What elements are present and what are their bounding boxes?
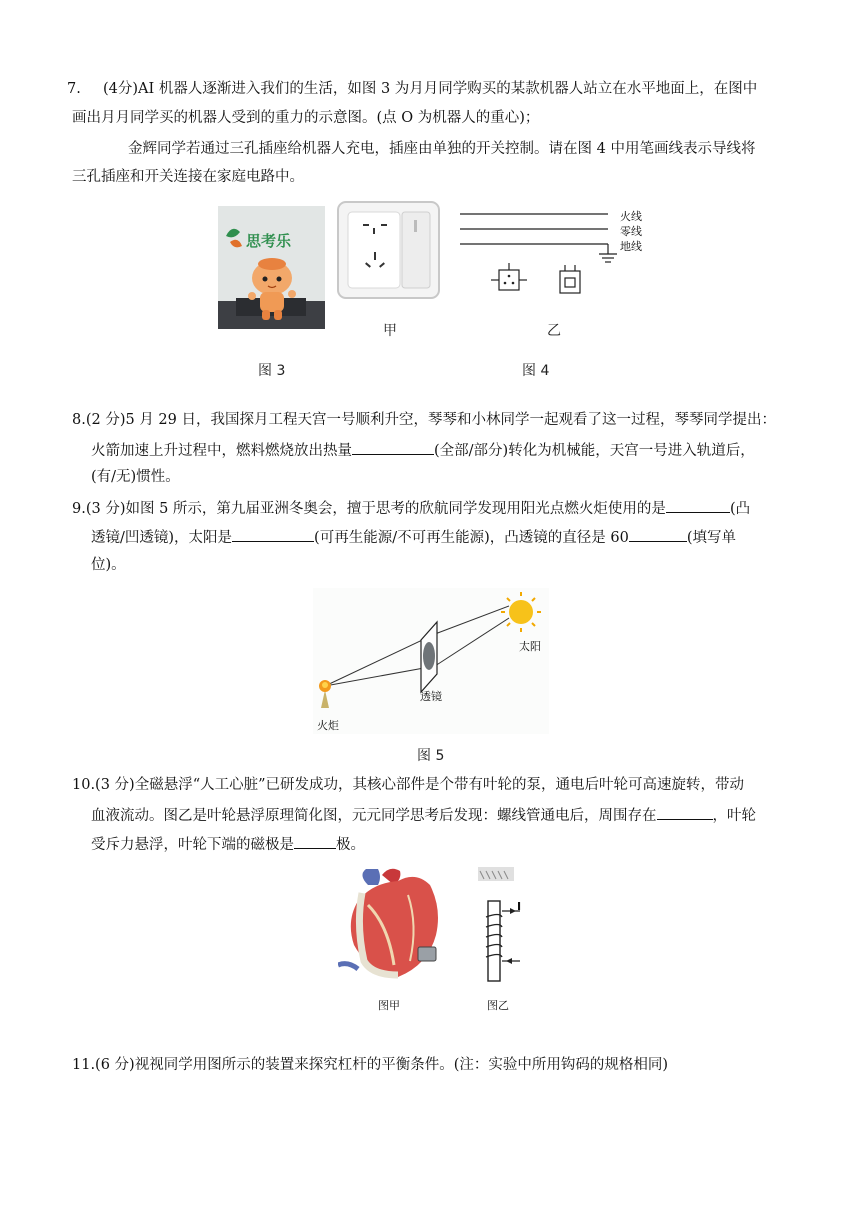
torch-label: 火炬: [317, 719, 339, 732]
q9-text-line1: 9.(3 分)如图 5 所示，第九届亚洲冬奥会，擅于思考的欣航同学发现用阳光点燃火炬使用的是 (凸: [72, 497, 750, 519]
figure4-caption: 图 4: [522, 363, 550, 379]
q9-text-line3: 位)。: [91, 557, 126, 573]
solenoid-diagram: [470, 865, 540, 990]
q10-blank-2[interactable]: [294, 833, 336, 849]
switch-symbol: [560, 265, 580, 293]
q7-text-line1: (4分)AI 机器人逐渐进入我们的生活，如图 3 为月月同学购买的某款机器人站立在水平地面上，在图中: [103, 81, 758, 97]
figure5-lens-diagram: [313, 588, 549, 734]
figure5-caption: 图 5: [417, 748, 445, 764]
q9-text-line2: 透镜/凹透镜)，太阳是 (可再生能源/不可再生能源)，凸透镜的直径是 60 (填写单: [91, 526, 736, 548]
figure3-caption: 图 3: [258, 363, 286, 379]
q10-text-line1: 10.(3 分)全磁悬浮“人工心脏”已研发成功，其核心部件是个带有叶轮的泵，通电后叶轮可高速旋转，带动: [72, 777, 745, 793]
q8-text-line1: 8.(2 分)5 月 29 日，我国探月工程天宫一号顺利升空，琴琴和小林同学一起观看了这一过程，琴琴同学提出：: [72, 412, 776, 428]
q11-text-line1: 11.(6 分)视视同学用图所示的装置来探究杠杆的平衡条件。(注：实验中所用钩码的规格相同): [72, 1057, 669, 1073]
socket-switch-panel: [336, 200, 441, 300]
q9-blank-1[interactable]: [666, 497, 730, 513]
q8-blank-1[interactable]: [352, 439, 434, 455]
heart-fig-yi-label: 图乙: [487, 999, 509, 1012]
q9-blank-2[interactable]: [232, 526, 314, 542]
logo-text: 思考乐: [246, 232, 292, 250]
q9-blank-3[interactable]: [629, 526, 687, 542]
q10-blank-1[interactable]: [657, 804, 713, 820]
q7-number: 7.: [67, 81, 81, 97]
current-label: I: [517, 900, 522, 913]
artificial-heart-image: [338, 865, 450, 990]
fig4-yi-label: 乙: [547, 323, 561, 339]
q7-text-line3: 金辉同学若通过三孔插座给机器人充电，插座由单独的开关控制。请在图 4 中用笔画线表示导线将: [128, 141, 756, 157]
q10-text-line2: 血液流动。图乙是叶轮悬浮原理简化图，元元同学思考后发现：螺线管通电后，周围存在 ，叶轮: [91, 804, 756, 826]
heart-fig-jia-label: 图甲: [378, 999, 400, 1012]
q8-text-line3: (有/无)惯性。: [91, 469, 180, 485]
q10-text-line3: 受斥力悬浮，叶轮下端的磁极是 极。: [91, 833, 365, 855]
robot-photo: [218, 206, 325, 329]
q7-text-line2: 画出月月同学买的机器人受到的重力的示意图。(点 O 为机器人的重心)；: [72, 110, 540, 126]
q8-text-line2: 火箭加速上升过程中，燃料燃烧放出热量 (全部/部分)转化为机械能，天宫一号进入轨道后，: [91, 439, 755, 461]
fig4-jia-label: 甲: [383, 323, 397, 339]
earth-wire-label: 地线: [620, 240, 642, 253]
lens-label: 透镜: [420, 690, 442, 703]
neutral-wire-label: 零线: [620, 225, 642, 238]
live-wire-label: 火线: [620, 210, 642, 223]
socket-symbol: [491, 263, 527, 290]
sun-label: 太阳: [519, 640, 541, 653]
q7-text-line4: 三孔插座和开关连接在家庭电路中。: [72, 169, 304, 185]
